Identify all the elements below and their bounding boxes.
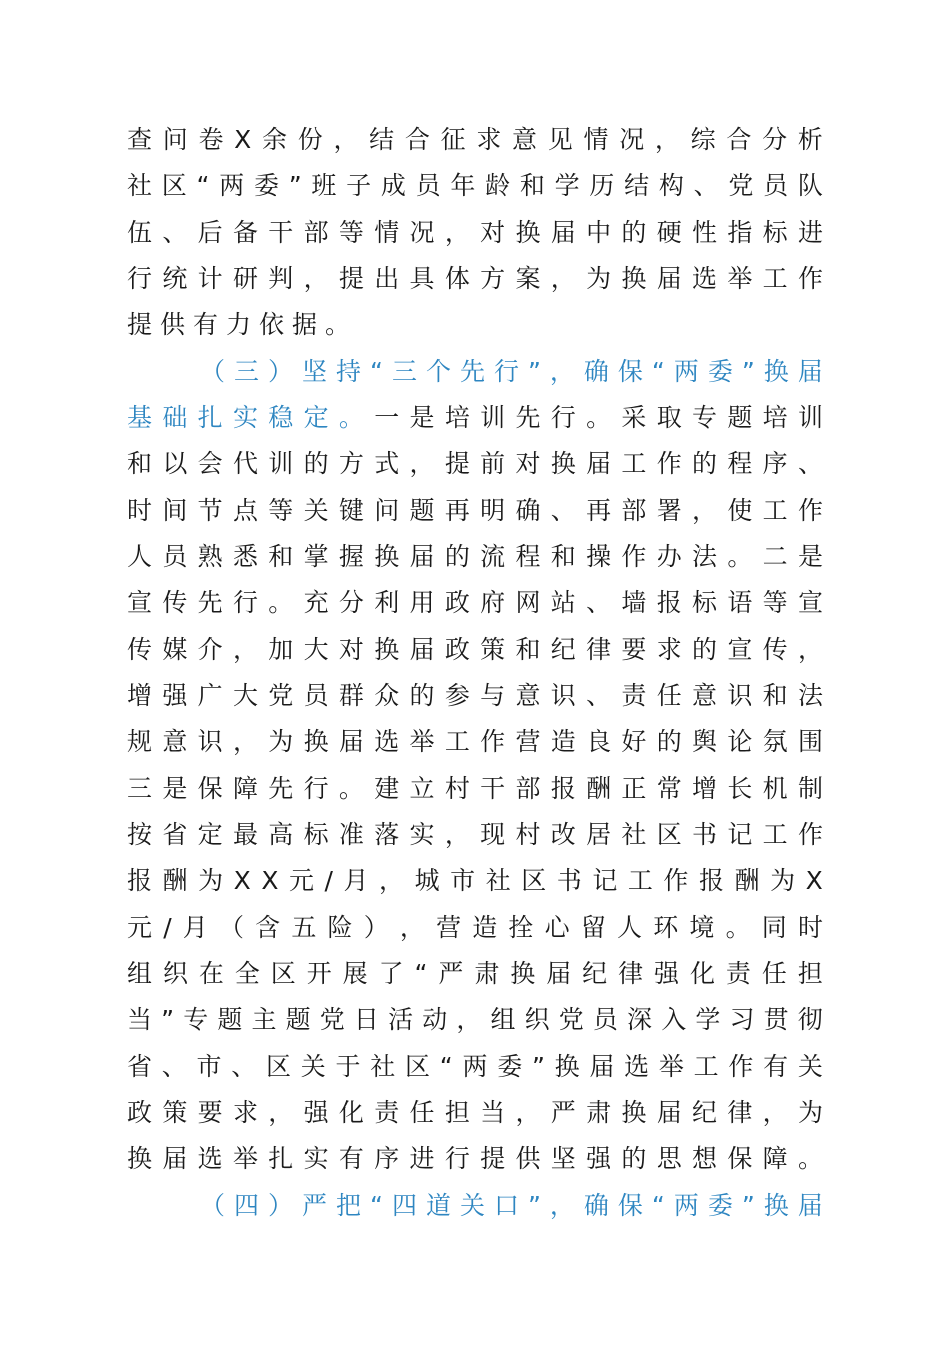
text-line: 时 间 节 点 等 关 键 问 题 再 明 确 、 再 部 署 ， 使 工 作 [127,496,823,525]
section-heading-line: （ 三 ） 坚 持 “ 三 个 先 行 ” ， 确 保 “ 两 委 ” 换 届 [200,357,823,386]
text-line: 传 媒 介 ， 加 大 对 换 届 政 策 和 纪 律 要 求 的 宣 传 ， [127,635,823,664]
text-line: 三 是 保 障 先 行 。 建 立 村 干 部 报 酬 正 常 增 长 机 制 [127,774,823,803]
text-line: 增 强 广 大 党 员 群 众 的 参 与 意 识 、 责 任 意 识 和 法 [127,681,823,710]
text-line: 元 / 月 （ 含 五 险 ） ， 营 造 拴 心 留 人 环 境 。 同 时 [127,913,823,942]
text-line: 规 意 识 ， 为 换 届 选 举 工 作 营 造 良 好 的 舆 论 氛 围 [127,727,823,756]
text-line: 换 届 选 举 扎 实 有 序 进 行 提 供 坚 强 的 思 想 保 障 。 [127,1144,823,1173]
section-heading-line: （ 四 ） 严 把 “ 四 道 关 口 ” ， 确 保 “ 两 委 ” 换 届 [200,1191,823,1220]
text-line: 查 问 卷 X 余 份 ， 结 合 征 求 意 见 情 况 ， 综 合 分 析 [127,125,823,154]
text-line: 省 、 市 、 区 关 于 社 区 “ 两 委 ” 换 届 选 举 工 作 有 关 [127,1052,823,1081]
text-line: 组 织 在 全 区 开 展 了 “ 严 肃 换 届 纪 律 强 化 责 任 担 [127,959,823,988]
text-line: 报 酬 为 X X 元 / 月 ， 城 市 社 区 书 记 工 作 报 酬 为 X [127,866,823,895]
text-line: 人 员 熟 悉 和 掌 握 换 届 的 流 程 和 操 作 办 法 。 二 是 [127,542,823,571]
text-line: 宣 传 先 行 。 充 分 利 用 政 府 网 站 、 墙 报 标 语 等 宣 [127,588,823,617]
text-line: 伍 、 后 备 干 部 等 情 况 ， 对 换 届 中 的 硬 性 指 标 进 [127,218,823,247]
text-line: 行 统 计 研 判 ， 提 出 具 体 方 案 ， 为 换 届 选 举 工 作 [127,264,823,293]
text-line: 按 省 定 最 高 标 准 落 实 ， 现 村 改 居 社 区 书 记 工 作 [127,820,823,849]
text-line: 提供有力依据。 [127,310,359,339]
text-line: 基 础 扎 实 稳 定 。 一 是 培 训 先 行 。 采 取 专 题 培 训 [127,403,823,432]
text-line: 和 以 会 代 训 的 方 式 ， 提 前 对 换 届 工 作 的 程 序 、 [127,449,823,478]
text-line: 社 区 “ 两 委 ” 班 子 成 员 年 龄 和 学 历 结 构 、 党 员 队 [127,171,823,200]
text-line: 政 策 要 求 ， 强 化 责 任 担 当 ， 严 肃 换 届 纪 律 ， 为 [127,1098,823,1127]
text-line: 当 ” 专 题 主 题 党 日 活 动 ， 组 织 党 员 深 入 学 习 贯 彻 [127,1005,823,1034]
